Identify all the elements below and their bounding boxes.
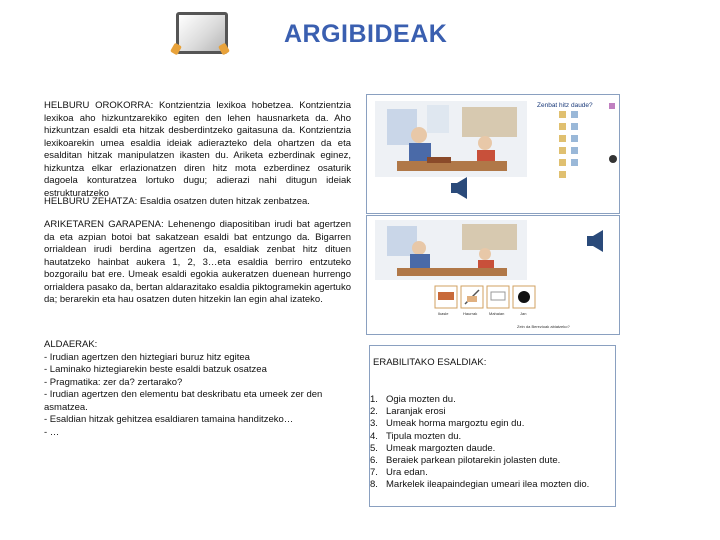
aldaerak-item: - Esaldian hitzak gehitzea esaldiaren tamaina handitzeko… [44, 414, 294, 425]
list-item-number: 3. [370, 418, 378, 430]
list-item [370, 418, 589, 430]
list-item [370, 406, 589, 418]
list-item-text: Umeak margozten daude. [386, 442, 496, 454]
aldaerak-title: ALDAERAK: [44, 339, 98, 350]
pictogram-caption: Jan [520, 311, 527, 316]
aldaerak-item: - … [44, 426, 60, 438]
slide-1-thumbnail[interactable] [366, 94, 620, 214]
list-item-text: Tipula mozten du. [386, 430, 462, 442]
pictogram-caption: Ikasle [438, 311, 449, 316]
list-item-number: 5. [370, 442, 378, 454]
aldaerak [44, 339, 351, 439]
slide-1-image [367, 95, 619, 213]
list-item-number: 6. [370, 454, 378, 466]
list-item-number: 1. [370, 394, 378, 405]
page-title: ARGIBIDEAK [284, 20, 448, 48]
list-item-text: Laranjak erosi [386, 406, 446, 418]
list-item [370, 455, 589, 467]
list-item-text: Ura edan. [386, 467, 428, 479]
pictogram-caption: Haurrak [463, 311, 478, 316]
list-item-text: Markelek ileapaindegian umeari ilea mozten dio. [386, 479, 590, 491]
list-item-text: Ogia mozten du. [386, 394, 456, 405]
slide-2-image [367, 216, 619, 334]
list-item [370, 467, 589, 479]
aldaerak-item: - Laminako hiztegiarekin beste esaldi batzuk osatzea [44, 364, 267, 375]
helburu-orokorra [44, 100, 351, 200]
slide-2-thumbnail[interactable] [366, 215, 620, 335]
pictogram-caption: Mahaian [489, 311, 505, 316]
aldaerak-item: - Irudian agertzen den elementu bat deskribatu eta umeek zer den asmatzea. [44, 389, 323, 413]
helburu-orokorra-text: HELBURU OROKORRA: Kontzientzia lexikoa hobetzea. Kontzientzia lexikoa aho hizkuntzarekiko egiten den lehen hausnarketa da. Aho hizkuntzan esaldi eta hitzak desberdintzeko gaitasuna da. Kontzientzia lexikoarekin umea esaldia ideiak adierazteko dela ohartzen da eta esalditan hitzak manipulatzen ikasten du. Ariketa ezberdinak eginez, hizkuntza elkar erlazionatzen diren hitz mota ezberdinez osaturik dagoela konturatzea lortuko dugu; adierazi nahi ditugun ideiak estrukturatzeko [44, 100, 351, 199]
aldaerak-item: - Pragmatika: zer da? zertarako? [44, 376, 183, 388]
monitor-icon [172, 10, 228, 52]
slide-1-heading: Zenbat hitz daude? [537, 102, 593, 109]
list-item-number: 7. [370, 467, 378, 479]
list-item [370, 394, 589, 406]
list-item-number: 4. [370, 430, 378, 442]
list-item-text: Beraiek parkean pilotarekin jolasten dute. [386, 454, 561, 466]
helburu-zehatza [44, 196, 351, 209]
ariketaren-garapena-text: ARIKETAREN GARAPENA: Lehenengo diapositiban irudi bat agertzen da eta azpian botoi bat sakatzean esaldi bat entzungo da. Bigarren orrialdean irudi berdina agertzen da, esaldiak zenbat hitz dituen hautatzeko hainbat aukera 1, 2, 3…eta esaldia berriro entzuteko bozgorailu bat ere. Umeak esaldi egokia aukeratzen duenean hurrengo orrialdera pasako da, bertan aldarazitako esaldia piktogramekin agertuko da; berarekin eta hau osatzen duten hitzekin lan egin ahal izateko. [44, 219, 351, 305]
erabilitako-esaldiak-panel [369, 345, 616, 507]
ariketaren-garapena [44, 219, 351, 307]
list-item [370, 431, 589, 443]
list-item-number: 8. [370, 479, 378, 491]
list-item [370, 479, 589, 491]
aldaerak-item: - Irudian agertzen den hiztegiari buruz hitz egitea [44, 351, 250, 363]
slide-2-footer: Zein da Berezioak abiatzeko? [517, 324, 570, 329]
helburu-zehatza-text: HELBURU ZEHATZA: Esaldia osatzen duten hitzak zenbatzea. [44, 196, 310, 207]
erabilitako-title: ERABILITAKO ESALDIAK: [373, 357, 487, 368]
list-item-number: 2. [370, 406, 378, 418]
list-item [370, 443, 589, 455]
list-item-text: Umeak horma margoztu egin du. [386, 418, 525, 430]
